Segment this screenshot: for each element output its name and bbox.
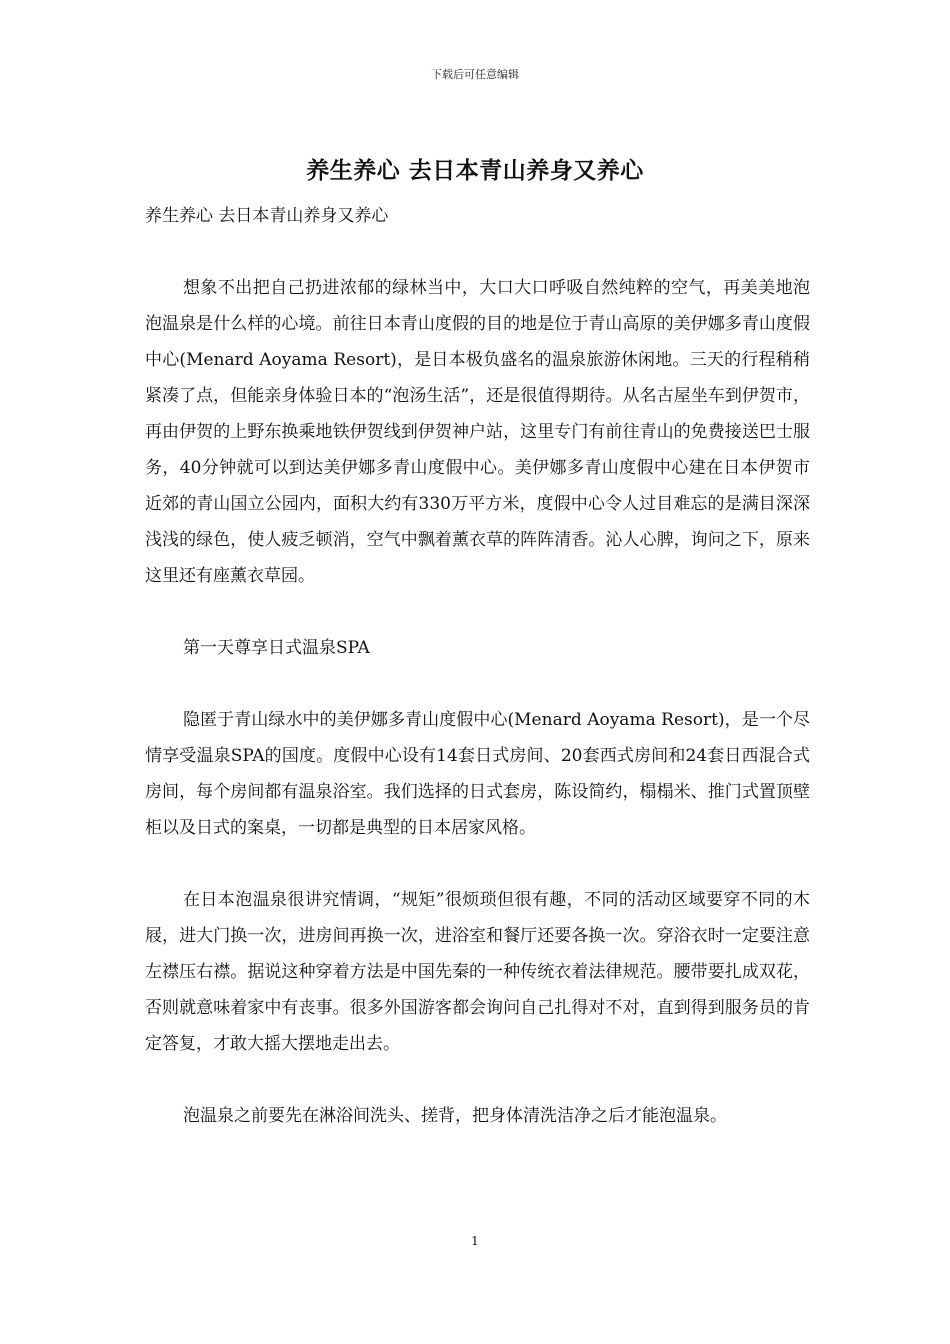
paragraph-resort: 隐匿于青山绿水中的美伊娜多青山度假中心(Menard Aoyama Resort)，是一个尽情享受温泉SPA的国度。度假中心设有14套日式房间、20套西式房间和24套日西混合式房间，每个房间都有温泉浴室。我们选择的日式套房，陈设简约，榻榻米、推门式置顶壁柜以及日式的案桌，一切都是典型的日本居家风格。	[145, 710, 810, 838]
paragraph-bathing: 泡温泉之前要先在淋浴间洗头、搓背，把身体清洗洁净之后才能泡温泉。	[183, 1106, 727, 1126]
document-title: 养生养心 去日本青山养身又养心	[306, 158, 644, 184]
paragraph-intro: 想象不出把自己扔进浓郁的绿林当中，大口大口呼吸自然纯粹的空气，再美美地泡泡温泉是什么样的心境。前往日本青山度假的目的地是位于青山高原的美伊娜多青山度假中心(Menard Aoyama Resort)，是日本极负盛名的温泉旅游休闲地。三天的行程稍稍紧凑了点，但能亲身体验日本的“泡汤生活”，还是很值得期待。从名古屋坐车到伊贺市，再由伊贺的上野东换乘地铁伊贺线到伊贺神户站，这里专门有前往青山的免费接送巴士服务，40分钟就可以到达美伊娜多青山度假中心。美伊娜多青山度假中心建在日本伊贺市近郊的青山国立公园内，面积大约有330万平方米，度假中心令人过目难忘的是满目深深浅浅的绿色，使人疲乏顿消，空气中飘着薰衣草的阵阵清香。沁人心脾，询问之下，原来这里还有座薰衣草园。	[145, 278, 810, 586]
document-subtitle: 养生养心 去日本青山养身又养心	[145, 206, 389, 226]
paragraph-etiquette: 在日本泡温泉很讲究情调，“规矩”很烦琐但很有趣，不同的活动区域要穿不同的木屐，进大门换一次，进房间再换一次，进浴室和餐厅还要各换一次。穿浴衣时一定要注意左襟压右襟。据说这种穿着方法是中国先秦的一种传统衣着法律规范。腰带要扎成双花，否则就意味着家中有丧事。很多外国游客都会询问自己扎得对不对，直到得到服务员的肯定答复，才敢大摇大摆地走出去。	[145, 890, 810, 1054]
page-number: 1	[471, 1234, 479, 1248]
section-heading-day-one: 第一天尊享日式温泉SPA	[183, 638, 370, 658]
document-body	[145, 198, 810, 1134]
header-note: 下载后可任意编辑	[431, 68, 519, 81]
